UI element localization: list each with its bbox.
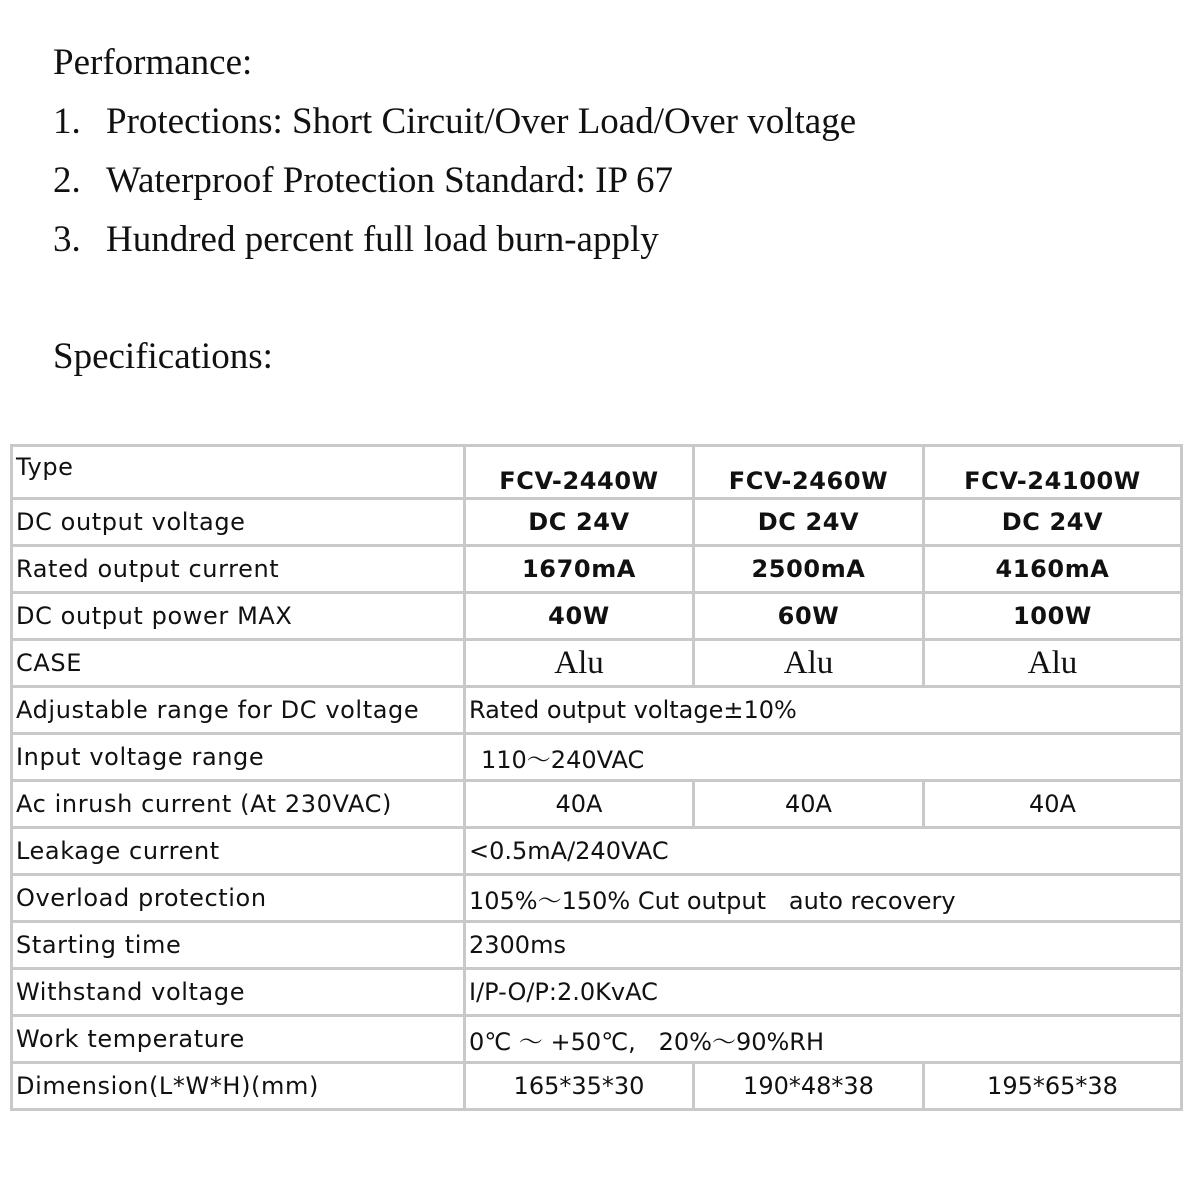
cell-value: Alu xyxy=(924,640,1182,687)
table-row-rated-output-current xyxy=(12,546,1182,593)
cell-value: Alu xyxy=(694,640,924,687)
row-label: DC output power MAX xyxy=(12,593,465,640)
table-row-dc-output-voltage xyxy=(12,499,1182,546)
cell-value: 195*65*38 xyxy=(924,1063,1182,1110)
row-label: Type xyxy=(12,446,465,499)
performance-item xyxy=(53,221,856,280)
performance-list xyxy=(53,103,856,280)
performance-heading: Performance: xyxy=(53,42,253,83)
row-label: Input voltage range xyxy=(12,734,465,781)
table-row-type xyxy=(12,446,1182,499)
specifications-heading: Specifications: xyxy=(53,336,273,377)
item-text: Waterproof Protection Standard: IP 67 xyxy=(106,160,673,201)
cell-value: 60W xyxy=(694,593,924,640)
cell-value: <0.5mA/240VAC xyxy=(465,828,1182,875)
table-row-dimension xyxy=(12,1063,1182,1110)
row-label: CASE xyxy=(12,640,465,687)
row-label: Adjustable range for DC voltage xyxy=(12,687,465,734)
row-label: Work temperature xyxy=(12,1016,465,1063)
row-label: DC output voltage xyxy=(12,499,465,546)
cell-value: 40A xyxy=(924,781,1182,828)
cell-value: 2300ms xyxy=(465,922,1182,969)
cell-value: 100W xyxy=(924,593,1182,640)
row-label: Dimension(L*W*H)(mm) xyxy=(12,1063,465,1110)
row-label: Starting time xyxy=(12,922,465,969)
cell-value: Alu xyxy=(465,640,694,687)
item-number: 3. xyxy=(53,219,81,260)
model-header: FCV-24100W xyxy=(924,446,1182,499)
performance-item xyxy=(53,162,856,221)
table-row-starting-time xyxy=(12,922,1182,969)
table-row-dc-output-power-max xyxy=(12,593,1182,640)
item-number: 1. xyxy=(53,101,81,142)
table-row-overload-protection xyxy=(12,875,1182,922)
specifications-table xyxy=(10,444,1183,1111)
cell-value: 190*48*38 xyxy=(694,1063,924,1110)
cell-value: DC 24V xyxy=(924,499,1182,546)
table-row-case xyxy=(12,640,1182,687)
cell-value: 2500mA xyxy=(694,546,924,593)
cell-value: 105%～150% Cut output auto recovery xyxy=(465,875,1182,922)
model-header: FCV-2440W xyxy=(465,446,694,499)
item-number: 2. xyxy=(53,160,81,201)
cell-value: 1670mA xyxy=(465,546,694,593)
table-row-work-temperature xyxy=(12,1016,1182,1063)
performance-item xyxy=(53,103,856,162)
row-label: Rated output current xyxy=(12,546,465,593)
item-text: Hundred percent full load burn-apply xyxy=(106,219,659,260)
cell-value: 40A xyxy=(694,781,924,828)
cell-value: 0℃ ～ +50℃, 20%～90%RH xyxy=(465,1016,1182,1063)
item-text: Protections: Short Circuit/Over Load/Over voltage xyxy=(106,101,857,142)
row-label: Leakage current xyxy=(12,828,465,875)
cell-value: 110～240VAC xyxy=(465,734,1182,781)
row-label: Ac inrush current (At 230VAC) xyxy=(12,781,465,828)
row-label: Overload protection xyxy=(12,875,465,922)
cell-value: 40A xyxy=(465,781,694,828)
table-row-leakage-current xyxy=(12,828,1182,875)
model-header: FCV-2460W xyxy=(694,446,924,499)
cell-value: Rated output voltage±10% xyxy=(465,687,1182,734)
table-row-adjustable-range xyxy=(12,687,1182,734)
table-row-ac-inrush-current xyxy=(12,781,1182,828)
cell-value: 165*35*30 xyxy=(465,1063,694,1110)
cell-value: 40W xyxy=(465,593,694,640)
cell-value: DC 24V xyxy=(694,499,924,546)
row-label: Withstand voltage xyxy=(12,969,465,1016)
table-row-withstand-voltage xyxy=(12,969,1182,1016)
cell-value: 4160mA xyxy=(924,546,1182,593)
cell-value: I/P-O/P:2.0KvAC xyxy=(465,969,1182,1016)
table-row-input-voltage-range xyxy=(12,734,1182,781)
cell-value: DC 24V xyxy=(465,499,694,546)
